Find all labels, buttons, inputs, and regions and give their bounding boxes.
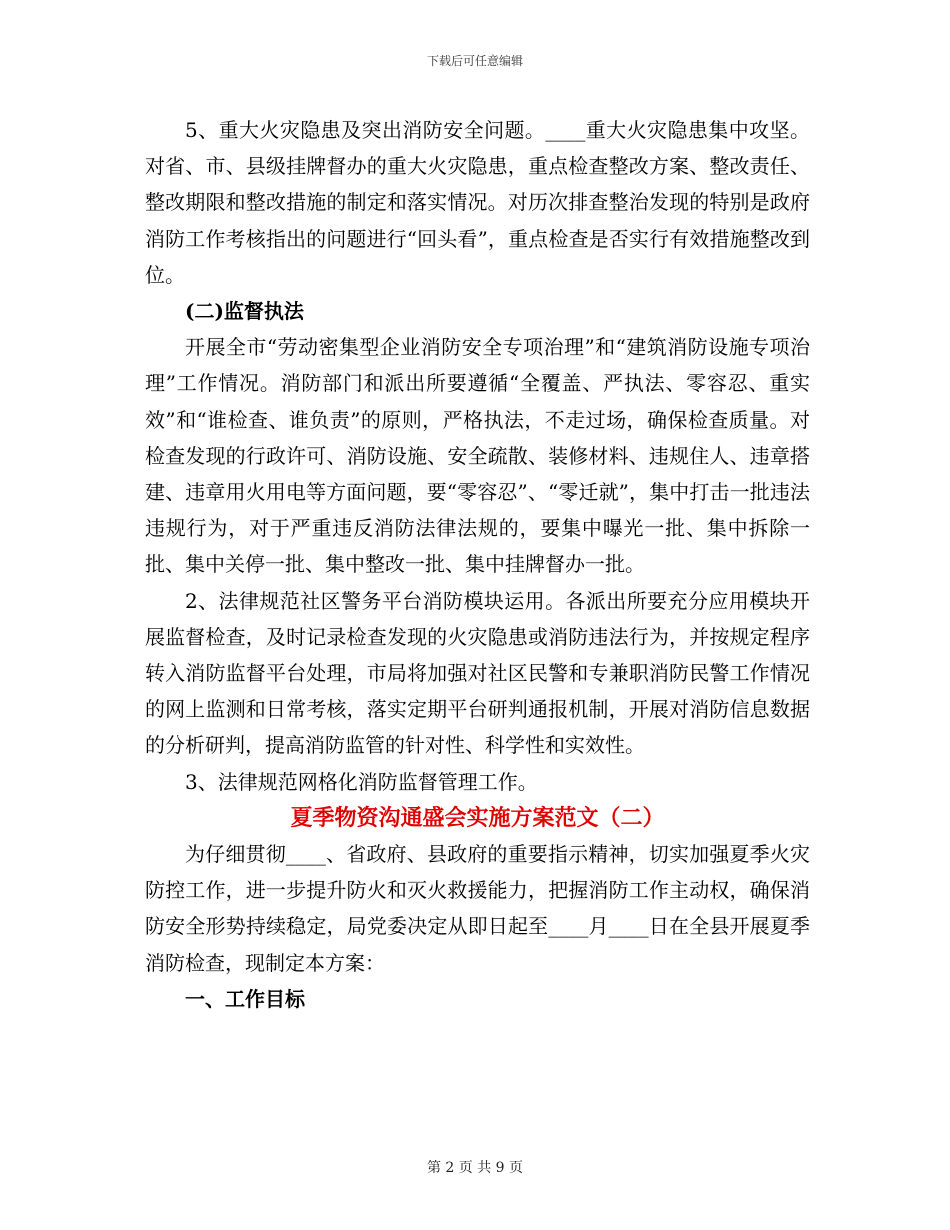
document-body [145,112,810,1017]
page-header: 下载后可任意编辑 [426,54,523,68]
page-number: 第 2 页 共 9 页 [426,1160,524,1176]
section-title: 夏季物资沟通盛会实施方案范文（二） [290,804,665,831]
paragraph-summer-inspection-intro: 为仔细贯彻____、省政府、县政府的重要指示精神，切实加强夏季火灾防控工作，进一步提升防火和灭火救援能力，把握消防工作主动权，确保消防安全形势持续稳定，局党委决定从即日起至____月____日在全县开展夏季消防检查，现制定本方案： [145,842,810,975]
paragraph-community-police-platform: 2、法律规范社区警务平台消防模块运用。各派出所要充分应用模块开展监督检查，及时记录检查发现的火灾隐患或消防违法行为，并按规定程序转入消防监督平台处理，市局将加强对社区民警和专兼职消防民警工作情况的网上监测和日常考核，落实定期平台研判通报机制，开展对消防信息数据的分析研判，提高消防监管的针对性、科学性和实效性。 [145,588,810,758]
paragraph-major-hazards: 5、重大火灾隐患及突出消防安全问题。____重大火灾隐患集中攻坚。对省、市、县级挂牌督办的重大火灾隐患，重点检查整改方案、整改责任、整改期限和整改措施的制定和落实情况。对历次排查整治发现的特别是政府消防工作考核指出的问题进行“回头看”，重点检查是否实行有效措施整改到位。 [145,118,810,287]
subheading-work-goals: 一、工作目标 [185,986,305,1011]
paragraph-special-governance: 开展全市“劳动密集型企业消防安全专项治理”和“建筑消防设施专项治理”工作情况。消防部门和派出所要遵循“全覆盖、严执法、零容忍、重实效”和“谁检查、谁负责”的原则，严格执法，不走过场，确保检查质量。对检查发现的行政许可、消防设施、安全疏散、装修材料、违规住人、违章搭建、违章用火用电等方面问题，要“零容忍”、“零迁就”，集中打击一批违法违规行为，对于严重违反消防法律法规的，要集中曝光一批、集中拆除一批、集中关停一批、集中整改一批、集中挂牌督办一批。 [145,335,810,577]
paragraph-grid-management: 3、法律规范网格化消防监督管理工作。 [185,769,538,794]
subheading-supervision-enforcement: (二)监督执法 [185,299,304,324]
